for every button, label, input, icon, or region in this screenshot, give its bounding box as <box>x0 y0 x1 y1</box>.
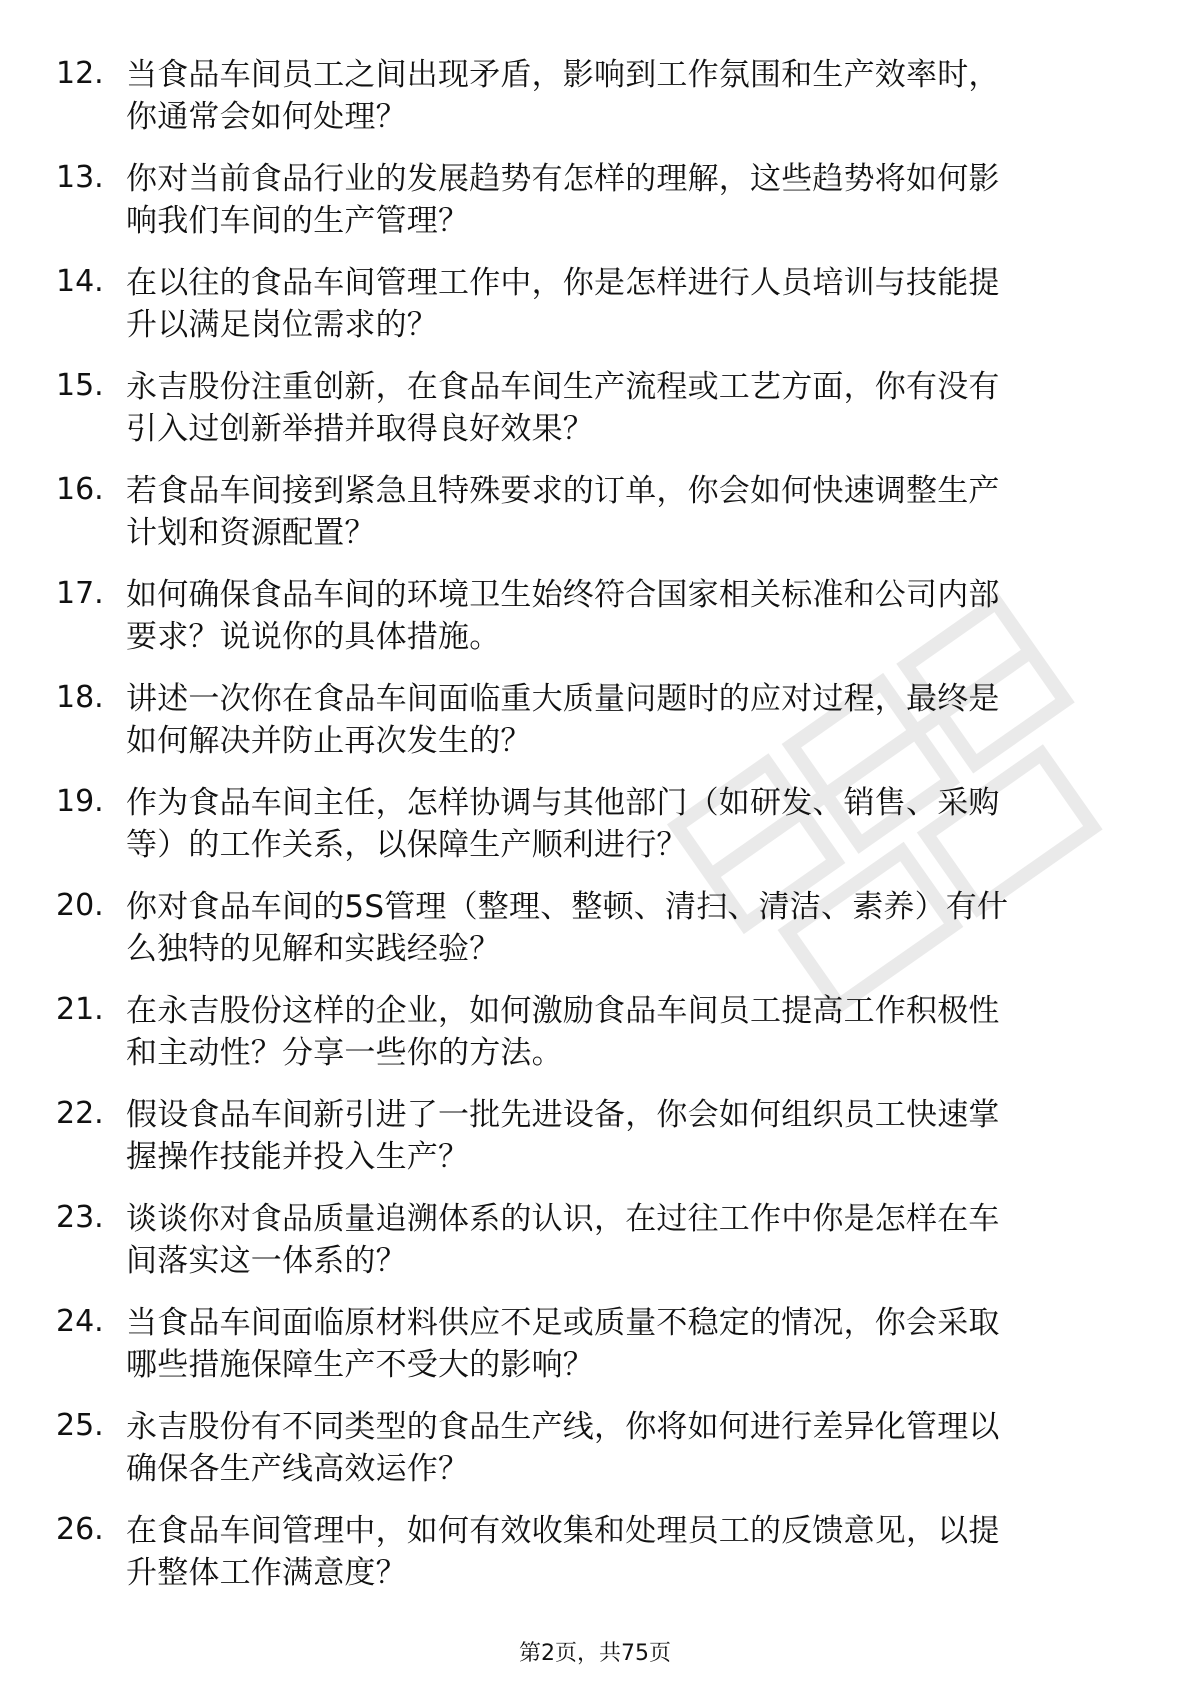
question-item <box>0 462 1190 566</box>
question-number: 15. <box>56 368 104 403</box>
question-number: 17. <box>56 576 104 611</box>
question-text: 你对当前食品行业的发展趋势有怎样的理解，这些趋势将如何影 响我们车间的生产管理？ <box>126 161 1000 239</box>
question-item <box>0 1086 1190 1190</box>
question-number: 26. <box>56 1512 104 1547</box>
question-item <box>0 566 1190 670</box>
question-item <box>0 1398 1190 1502</box>
question-number: 14. <box>56 264 104 299</box>
question-text: 讲述一次你在食品车间面临重大质量问题时的应对过程，最终是 如何解决并防止再次发生的？ <box>126 681 1000 759</box>
question-text: 当食品车间面临原材料供应不足或质量不稳定的情况，你会采取 哪些措施保障生产不受大的影响？ <box>126 1305 1000 1383</box>
question-text: 若食品车间接到紧急且特殊要求的订单，你会如何快速调整生产 计划和资源配置？ <box>126 473 1000 551</box>
question-number: 12. <box>56 56 104 91</box>
question-item <box>0 150 1190 254</box>
question-item <box>0 1502 1190 1606</box>
question-text: 你对食品车间的5S管理（整理、整顿、清扫、清洁、素养）有什 么独特的见解和实践经验？ <box>126 889 1009 967</box>
question-number: 23. <box>56 1200 104 1235</box>
question-text: 在以往的食品车间管理工作中，你是怎样进行人员培训与技能提 升以满足岗位需求的？ <box>126 265 1000 343</box>
question-text: 当食品车间员工之间出现矛盾，影响到工作氛围和生产效率时， 你通常会如何处理？ <box>126 57 1000 135</box>
question-number: 22. <box>56 1096 104 1131</box>
question-number: 21. <box>56 992 104 1027</box>
question-number: 24. <box>56 1304 104 1339</box>
question-item <box>0 358 1190 462</box>
question-list <box>0 46 1190 1606</box>
question-item <box>0 878 1190 982</box>
question-item <box>0 46 1190 150</box>
question-text: 如何确保食品车间的环境卫生始终符合国家相关标准和公司内部 要求？说说你的具体措施。 <box>126 577 1000 655</box>
question-number: 25. <box>56 1408 104 1443</box>
question-item <box>0 982 1190 1086</box>
question-text: 在永吉股份这样的企业，如何激励食品车间员工提高工作积极性 和主动性？分享一些你的方法。 <box>126 993 1000 1071</box>
page-footer <box>0 1640 1190 1668</box>
question-item <box>0 254 1190 358</box>
question-number: 19. <box>56 784 104 819</box>
question-number: 20. <box>56 888 104 923</box>
question-text: 谈谈你对食品质量追溯体系的认识，在过往工作中你是怎样在车 间落实这一体系的？ <box>126 1201 1000 1279</box>
question-text: 假设食品车间新引进了一批先进设备，你会如何组织员工快速掌 握操作技能并投入生产？ <box>126 1097 1000 1175</box>
question-item <box>0 774 1190 878</box>
question-item <box>0 1294 1190 1398</box>
question-number: 18. <box>56 680 104 715</box>
question-number: 13. <box>56 160 104 195</box>
page-number-label: 第2页，共75页 <box>519 1641 671 1666</box>
question-item <box>0 1190 1190 1294</box>
question-text: 永吉股份有不同类型的食品生产线，你将如何进行差异化管理以 确保各生产线高效运作？ <box>126 1409 1000 1487</box>
question-text: 永吉股份注重创新，在食品车间生产流程或工艺方面，你有没有 引入过创新举措并取得良好效果？ <box>126 369 1000 447</box>
question-text: 在食品车间管理中，如何有效收集和处理员工的反馈意见，以提 升整体工作满意度？ <box>126 1513 1000 1591</box>
question-item <box>0 670 1190 774</box>
question-number: 16. <box>56 472 104 507</box>
question-text: 作为食品车间主任，怎样协调与其他部门（如研发、销售、采购 等）的工作关系，以保障生产顺利进行？ <box>126 785 1000 863</box>
